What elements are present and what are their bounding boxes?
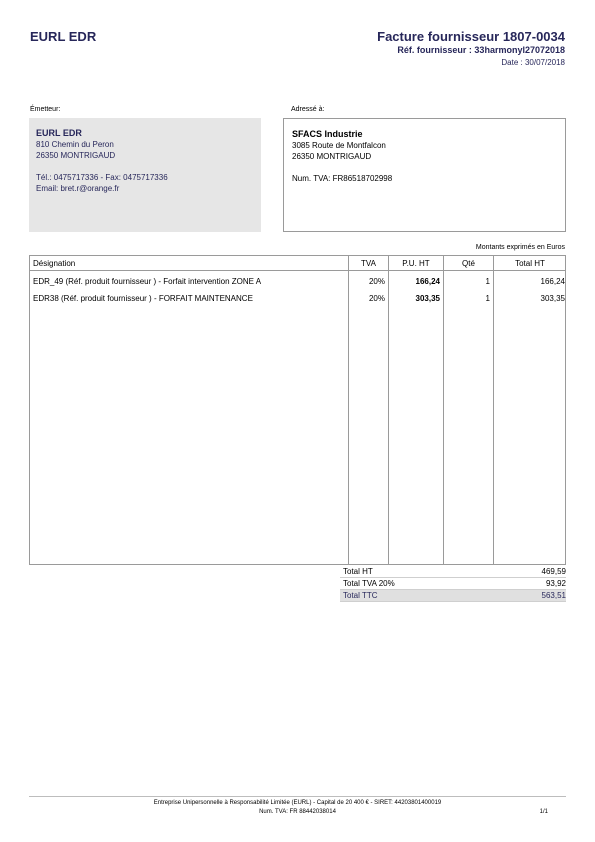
totals-block — [340, 566, 566, 602]
currency-note: Montants exprimés en Euros — [475, 244, 565, 251]
total-tva-label: Total TVA 20% — [343, 579, 395, 588]
row1-designation: EDR_49 (Réf. produit fournisseur ) - Forfait intervention ZONE A — [33, 277, 262, 286]
issuer-box — [29, 118, 261, 232]
issuer-label: Émetteur: — [30, 106, 61, 113]
total-ht-label: Total HT — [343, 567, 373, 576]
footer-divider — [29, 796, 566, 797]
row2-designation: EDR38 (Réf. produit fournisseur ) - FORFAIT MAINTENANCE — [33, 294, 253, 303]
total-ttc-label: Total TTC — [343, 591, 378, 600]
footer-legal-info: Entreprise Unipersonnelle à Responsabilité Limitée (EURL) - Capital de 20 400 € - SIRET: 44203801400019 — [153, 800, 442, 806]
total-ttc-value: 563,51 — [541, 591, 566, 600]
header-unit-price: P.U. HT — [402, 259, 430, 268]
total-ht-value: 469,59 — [541, 567, 566, 576]
total-tva-row — [340, 578, 566, 590]
recipient-name: SFACS Industrie — [292, 129, 363, 139]
header-designation: Désignation — [33, 259, 76, 268]
total-tva-value: 93,92 — [545, 579, 566, 588]
total-ttc-row — [340, 590, 566, 602]
row1-quantity: 1 — [485, 277, 490, 286]
items-table — [29, 255, 566, 565]
issuer-email: Email: bret.r@orange.fr — [36, 184, 120, 193]
page-number: 1/1 — [539, 809, 548, 815]
row2-quantity: 1 — [485, 294, 490, 303]
recipient-address-line2: 26350 MONTRIGAUD — [292, 152, 372, 161]
company-name: EURL EDR — [30, 29, 97, 44]
issuer-address-line1: 810 Chemin du Peron — [36, 140, 114, 149]
recipient-vat-number: Num. TVA: FR86518702998 — [292, 174, 393, 183]
issuer-name: EURL EDR — [36, 128, 82, 138]
row1-unit-price: 166,24 — [415, 277, 440, 286]
recipient-address-line1: 3085 Route de Montfalcon — [292, 141, 386, 150]
supplier-reference: Réf. fournisseur : 33harmonyl27072018 — [397, 45, 565, 55]
header-divider — [30, 270, 565, 271]
header-tva: TVA — [361, 259, 376, 268]
recipient-box — [283, 118, 566, 232]
invoice-title: Facture fournisseur 1807-0034 — [377, 29, 565, 44]
row1-tva: 20% — [368, 277, 385, 286]
header-total-ht: Total HT — [515, 259, 545, 268]
header-quantity: Qté — [462, 259, 475, 268]
row1-total-ht: 166,24 — [540, 277, 565, 286]
recipient-label: Adressé à: — [291, 106, 325, 113]
row2-total-ht: 303,35 — [540, 294, 565, 303]
invoice-date: Date : 30/07/2018 — [501, 58, 565, 67]
total-ht-row — [340, 566, 566, 578]
issuer-phone-fax: Tél.: 0475717336 - Fax: 0475717336 — [36, 173, 168, 182]
issuer-address-line2: 26350 MONTRIGAUD — [36, 151, 116, 160]
row2-tva: 20% — [368, 294, 385, 303]
row2-unit-price: 303,35 — [415, 294, 440, 303]
footer-vat-number: Num. TVA: FR 88442038014 — [259, 809, 336, 815]
